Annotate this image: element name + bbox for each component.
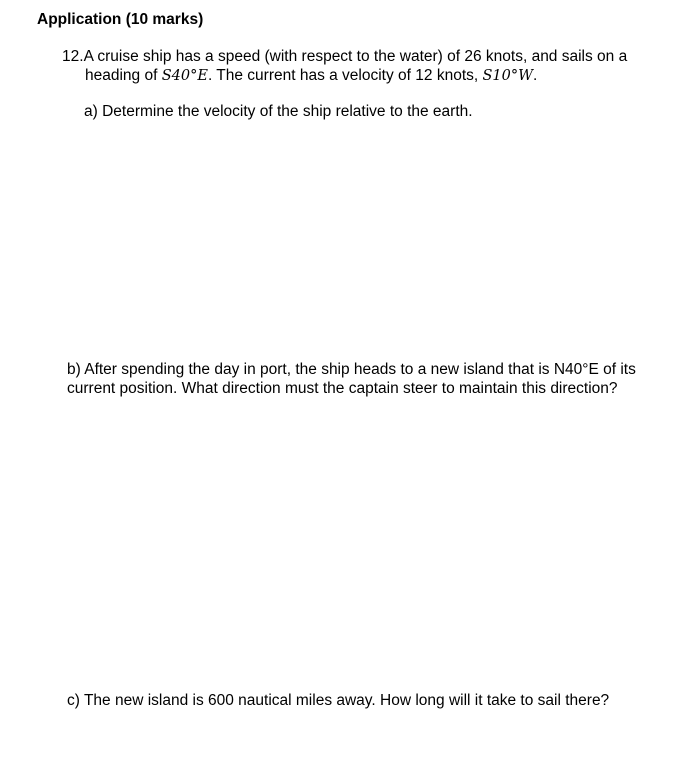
question-line-2 — [62, 66, 682, 86]
part-c-prompt: c) The new island is 600 nautical miles away. How long will it take to sail there? — [67, 692, 610, 709]
question-text-line-2-suffix: . — [533, 67, 538, 84]
part-b-line-2: current position. What direction must the captain steer to maintain this direction? — [67, 380, 618, 397]
question-line-1 — [62, 47, 682, 66]
part-b-answer-space[interactable] — [37, 405, 667, 680]
question-number: 12. — [62, 48, 84, 65]
part-b-line-1: b) After spending the day in port, the ship heads to a new island that is N40°E of its — [67, 361, 636, 378]
section-heading: Application (10 marks) — [37, 11, 204, 28]
current-bearing: S10°W — [482, 68, 534, 84]
question-text-line-1: A cruise ship has a speed (with respect to the water) of 26 knots, and sails on a — [83, 48, 628, 65]
part-b-prompt — [67, 360, 682, 398]
question-text-line-2-prefix: heading of — [85, 67, 162, 84]
heading-bearing: S40°E — [161, 68, 208, 84]
part-c-answer-space[interactable] — [37, 715, 667, 770]
question-text-line-2-middle: . The current has a velocity of 12 knots, — [207, 67, 483, 84]
question-12 — [62, 47, 682, 86]
part-a-prompt: a) Determine the velocity of the ship relative to the earth. — [84, 103, 473, 120]
part-a-answer-space[interactable] — [37, 130, 667, 350]
